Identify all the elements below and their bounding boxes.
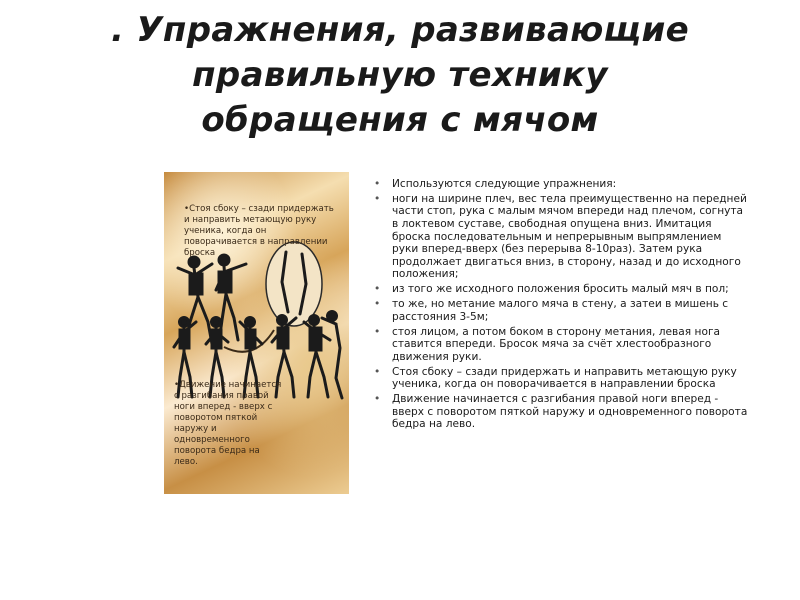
exercise-list [370, 178, 750, 433]
list-item: • Стоя сбоку – сзади придержать и направить метающую руку ученика, когда он поворачивается в направлении броска [370, 366, 750, 391]
list-item: • то же, но метание малого мяча в стену, а затеи в мишень с расстояния 3-5м; [370, 298, 750, 323]
slide-title-line-1: . Упражнения, развивающие [111, 10, 689, 50]
exercise-illustration [164, 172, 349, 494]
slide-title [30, 8, 770, 143]
picture-caption-bottom: •Движение начинается с разгибания правой ноги вперед - вверх с поворотом пяткой наружу и одновременного поворота бедра на лево. [174, 380, 282, 467]
list-item: • Используются следующие упражнения: [370, 178, 750, 191]
list-item: • Движение начинается с разгибания правой ноги вперед - вверх с поворотом пяткой наружу и одновременного поворота бедра на лево. [370, 393, 750, 431]
slide-title-line-2: правильную технику [192, 55, 608, 95]
list-item: • из того же исходного положения бросить малый мяч в пол; [370, 283, 750, 296]
picture-caption-top: •Стоя сбоку – сзади придержать и направить метающую руку ученика, когда он поворачивается в направлении броска [184, 204, 334, 258]
list-item: • стоя лицом, а потом боком в сторону метания, левая нога ставится впереди. Бросок мяча за счёт хлестообразного движения руки. [370, 326, 750, 364]
list-item: • ноги на ширине плеч, вес тела преимущественно на передней части стоп, рука с малым мячом впереди над плечом, согнута в локтевом суставе, свободная опущена вниз. Имитация броска последовательным и непрерывным выпрямлением руки вперед-вверх (без перерыва 8-10раз). Затем рука продолжает двигаться вниз, в сторону, назад и до исходного положения; [370, 193, 750, 281]
slide-title-line-3: обращения с мячом [201, 100, 599, 140]
